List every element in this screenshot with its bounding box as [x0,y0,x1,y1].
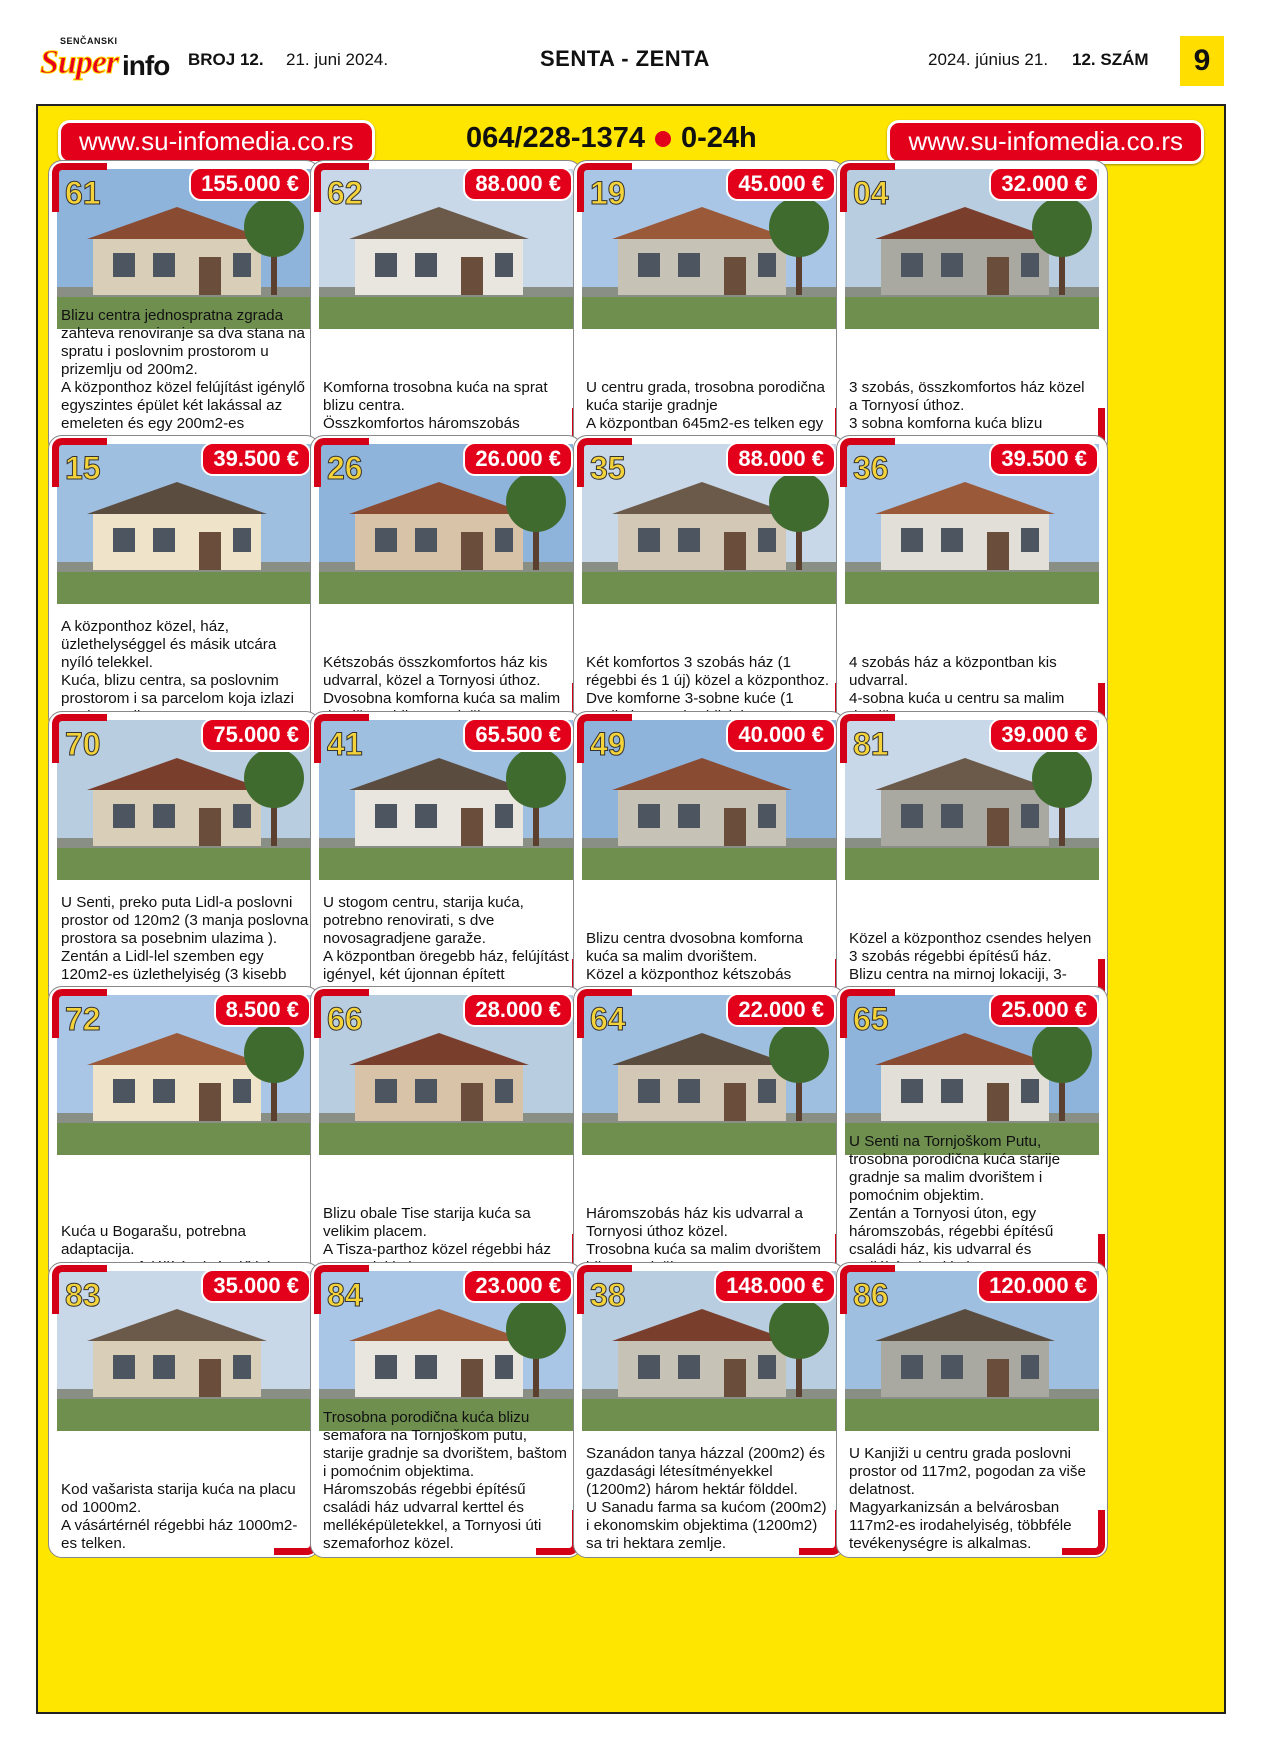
logo-small-text: SENČANSKI [60,36,118,46]
description-serbian: Kod vašarista starija kuća na placu od 1000m2. [61,1481,296,1516]
description-serbian: U stogom centru, starija kuća, potrebno renovirati, s dve novosagradjene garaže. [323,894,524,947]
description-serbian: Kétszobás összkomfortos ház kis udvarral, közel a Tornyosi úthoz. [323,654,548,689]
description-hungarian: Háromszobás régebbi építésű családi ház udvarral kerttel és melléképületekkel, a Tornyosi úti szemaforhoz közel. [323,1481,542,1552]
listing-price: 8.500 € [214,993,311,1027]
listing-price: 39.500 € [989,442,1099,476]
issue-number-right: 12. SZÁM [1072,50,1149,69]
listing-description [849,1133,1097,1277]
publication-logo [40,36,172,86]
listing-number: 84 [327,1277,363,1313]
date-right: 2024. június 21. [928,50,1049,69]
description-hungarian: A Tisza-parthoz közel régebbi ház [323,1241,551,1258]
listing-card[interactable] [573,711,845,1007]
listing-card[interactable] [310,711,582,1007]
description-serbian: A központhoz közel, ház, üzlethelységgel és másik utcára nyíló telekkel. [61,618,277,671]
listing-price: 23.000 € [463,1269,573,1303]
hours-label: 0-24h [681,122,757,154]
listing-price: 22.000 € [726,993,836,1027]
listing-price: 148.000 € [714,1269,836,1303]
listing-number: 70 [65,726,101,762]
listing-number: 83 [65,1277,101,1313]
description-hungarian: 3 sobna komforna kuća blizu [849,415,1043,432]
description-hungarian: Blizu centra na mirnoj lokaciji, 3- [849,966,1067,983]
listing-card[interactable] [48,160,320,456]
description-serbian: 4 szobás ház a központban kis udvarral. [849,654,1057,689]
listing-number: 65 [853,1001,889,1037]
description-hungarian: Kuća, blizu centra, sa poslovnim prostorom i sa parcelom koja izlazi [61,672,294,707]
listings-frame [36,104,1226,1714]
listing-card[interactable] [573,160,845,456]
description-hungarian: A vásártérnél régebbi ház 1000m2-es telken. [61,1517,298,1552]
listing-card[interactable] [48,1262,320,1558]
listing-number: 19 [590,175,626,211]
description-serbian: Két komfortos 3 szobás ház (1 régebbi és 1 új) közel a központhoz. [586,654,830,689]
listing-description [849,1445,1097,1553]
listing-number: 26 [327,450,363,486]
description-serbian: Trosobna porodična kuća blizu semafora na Tornjoškom putu, starije gradnje sa dvorištem, baštom i pomoćnim objektima. [323,1409,567,1480]
listing-price: 32.000 € [989,167,1099,201]
listing-description [61,1481,309,1553]
description-serbian: Blizu centra dvosobna komforna kuća sa malim dvorištem. [586,930,803,965]
listing-number: 35 [590,450,626,486]
phone-number[interactable]: 064/228-1374 [466,122,645,154]
listing-price: 65.500 € [463,718,573,752]
description-serbian: Blizu centra jednospratna zgrada zahteva renoviranje sa dva stana na spratu i poslovnim prostorom u prizemlju od 200m2. [61,307,306,378]
listing-price: 26.000 € [463,442,573,476]
contact-phone [466,122,757,155]
description-hungarian: Trosobna kuća sa malim dvorištem [586,1241,821,1258]
listing-description [586,1445,834,1553]
description-serbian: Közel a központhoz csendes helyen 3 szobás régebbi építésű ház. [849,930,1092,965]
description-hungarian: Közel a központhoz kétszobás [586,966,792,983]
listing-price: 25.000 € [989,993,1099,1027]
description-serbian: U Kanjiži u centru grada poslovni prostor od 117m2, pogodan za više delatnost. [849,1445,1086,1498]
listing-card[interactable] [310,160,582,456]
listing-card[interactable] [310,986,582,1282]
description-hungarian: Dve komforne 3-sobne kuće (1 [586,690,794,707]
listing-number: 66 [327,1001,363,1037]
listing-card[interactable] [310,435,582,731]
listing-description [61,307,309,451]
description-serbian: Komforna trosobna kuća na sprat blizu centra. [323,379,548,414]
listing-number: 41 [327,726,363,762]
listing-number: 38 [590,1277,626,1313]
description-hungarian: Dvosobna komforna kuća sa malim [323,690,561,707]
listing-number: 81 [853,726,889,762]
description-hungarian: Zentán a Tornyosi úton, egy háromszobás, régebbi építésű családi ház, kis udvarral és [849,1205,1054,1258]
description-serbian: 3 szobás, összkomfortos ház közel a Tornyosí úthoz. [849,379,1085,414]
logo-super-text: Super [40,44,119,81]
listing-price: 75.000 € [201,718,311,752]
listing-card[interactable] [48,986,320,1282]
description-serbian: U Senti na Tornjoškom Putu, trosobna porodična kuća starije gradnje sa malim dvorištem i pomoćnim objektim. [849,1133,1061,1204]
listing-number: 72 [65,1001,101,1037]
listing-price: 88.000 € [463,167,573,201]
description-serbian: Kuća u Bogarašu, potrebna adaptacija. [61,1223,246,1258]
listing-price: 35.000 € [201,1269,311,1303]
listing-price: 40.000 € [726,718,836,752]
description-hungarian: A központban 645m2-es telken egy [586,415,824,432]
description-hungarian: A központban öregebb ház, felújítást igényel, két újonnan épített [323,948,569,983]
listing-card[interactable] [48,435,320,731]
description-hungarian: 4-sobna kuća u centru sa malim [849,690,1065,707]
corner-bracket-icon [1062,1510,1105,1555]
listing-price: 39.000 € [989,718,1099,752]
listing-number: 86 [853,1277,889,1313]
listing-description [61,618,309,726]
listing-number: 61 [65,175,101,211]
website-link-left[interactable]: www.su-infomedia.co.rs [58,120,375,164]
listing-price: 28.000 € [463,993,573,1027]
listing-price: 88.000 € [726,442,836,476]
listing-price: 39.500 € [201,442,311,476]
listing-card[interactable] [573,1262,845,1558]
listing-card[interactable] [836,1262,1108,1558]
description-serbian: U centru grada, trosobna porodična kuća starije gradnje [586,379,825,414]
listing-number: 49 [590,726,626,762]
listing-card[interactable] [836,435,1108,731]
listing-card[interactable] [573,435,845,731]
issue-number-left: BROJ 12. [188,50,264,69]
page-number: 9 [1180,36,1224,86]
listing-number: 36 [853,450,889,486]
listing-card[interactable] [48,711,320,1007]
logo-info-text: info [122,50,170,81]
listing-number: 15 [65,450,101,486]
listing-card[interactable] [836,160,1108,456]
listing-number: 64 [590,1001,626,1037]
listing-number: 04 [853,175,889,211]
listing-number: 62 [327,175,363,211]
listing-price: 155.000 € [189,167,311,201]
description-hungarian: A központhoz közel felújítást igénylő egyszintes épület két lakással az emeleten és egy 200m2-es [61,379,305,432]
description-serbian: Szanádon tanya házzal (200m2) és gazdasági létesítményekkel (1200m2) három hektár földdel. [586,1445,825,1498]
listing-card[interactable] [836,711,1108,1007]
description-hungarian: U Sanadu farma sa kućom (200m2) i ekonomskim objektima (1200m2) sa tri hektara zemlje. [586,1499,827,1552]
page-header [40,36,1224,90]
description-serbian: Blizu obale Tise starija kuća sa velikim placem. [323,1205,531,1240]
listing-card[interactable] [573,986,845,1282]
description-serbian: U Senti, preko puta Lidl-a poslovni prostor od 120m2 (3 manja poslovna prostora sa posebnim ulazima ). [61,894,309,947]
description-hungarian: Magyarkanizsán a belvárosban 117m2-es irodahelyiség, többféle tevékenységre is alkalmas. [849,1499,1072,1552]
description-hungarian: Összkomfortos háromszobás [323,415,520,432]
listing-description [323,1409,571,1553]
listing-price: 45.000 € [726,167,836,201]
listing-price: 120.000 € [977,1269,1099,1303]
description-serbian: Háromszobás ház kis udvarral a Tornyosi úthoz közel. [586,1205,803,1240]
website-link-right[interactable]: www.su-infomedia.co.rs [887,120,1204,164]
listing-card[interactable] [310,1262,582,1558]
separator-dot-icon [655,131,671,147]
date-left: 21. juni 2024. [286,50,389,69]
page-title: SENTA - ZENTA [540,46,710,71]
description-hungarian: Zentán a Lidl-lel szemben egy 120m2-es üzlethelyiség (3 kisebb [61,948,287,983]
listing-card[interactable] [836,986,1108,1282]
